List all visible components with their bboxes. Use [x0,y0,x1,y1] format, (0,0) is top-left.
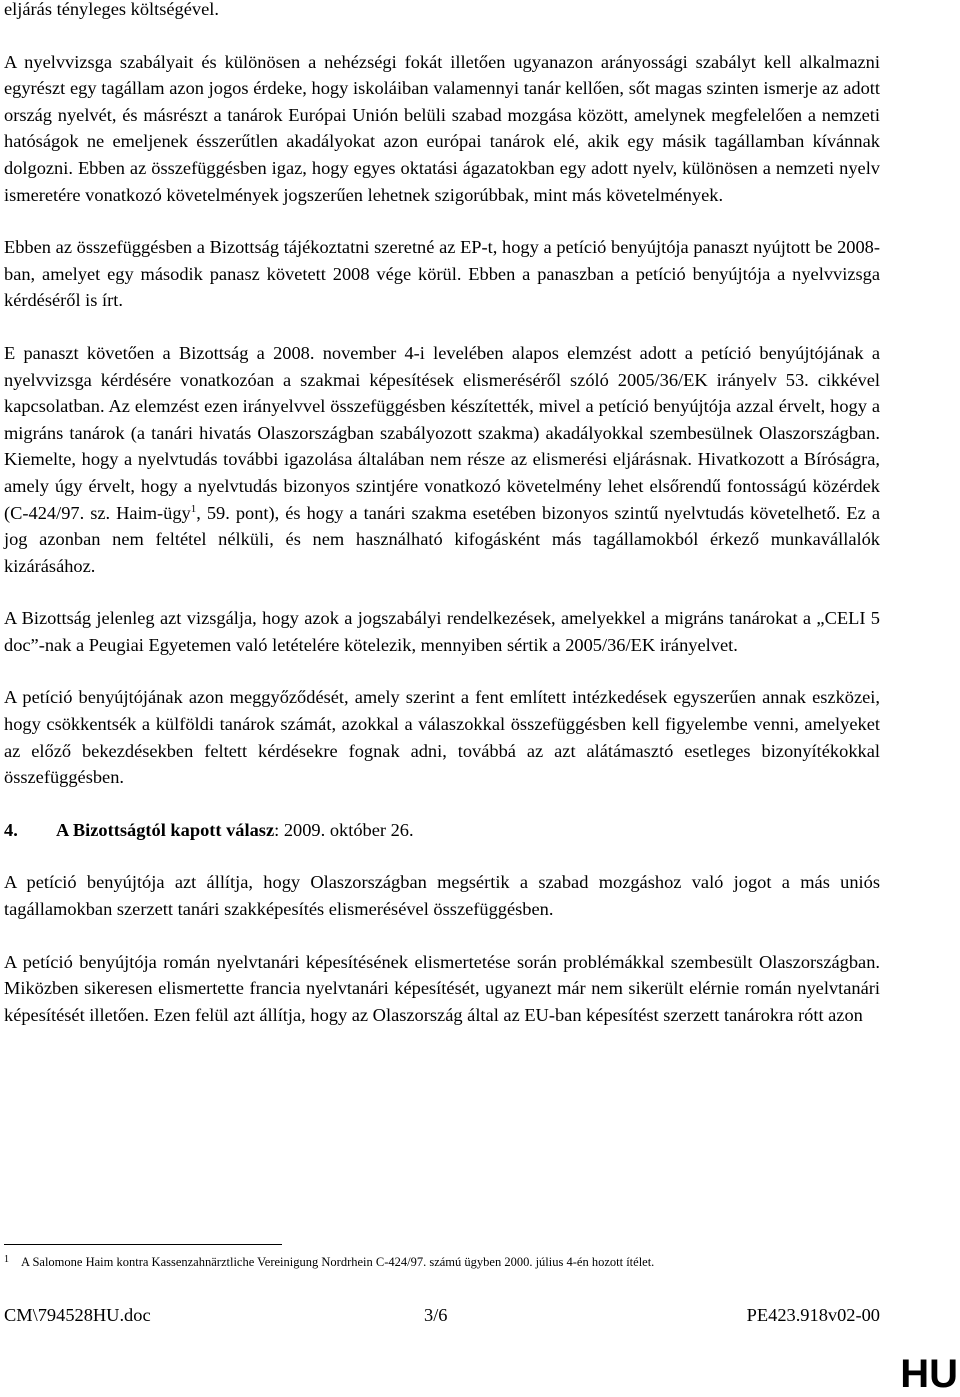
paragraph-analysis-part1: E panaszt követően a Bizottság a 2008. november 4-i levelében alapos elemzést adott a petíció benyújtójának a nyelvvizsga kérdésére vonatkozóan a szakmai képesítések elismeréséről szóló 2005/36/EK irányelv 53. cikkével kapcsolatban. Az elemzést ezen irányelvvel összefüggésben készítették, mivel a petíció benyújtója azzal érvelt, hogy a migráns tanárok (a tanári hivatás Olaszországban szabályozott szakma) akadályokkal szembesülnek Olaszországban. Kiemelte, hogy a nyelvtudás további igazolása általában nem része az elismerési eljárásnak. Hivatkozott a Bíróságra, amely úgy érvelt, hogy a nyelvtudás bizonyos szintjére vonatkozó követelmény lehet elsőrendű fontosságú közérdek (C-424/97. sz. Haim-ügy [4,342,880,523]
paragraph-petitioner-belief: A petíció benyújtójának azon meggyőződését, amely szerint a fent említett intézkedések egyszerűen annak eszközei, hogy csökkentsék a külföldi tanárok számát, azokkal a válaszokkal összefüggésben kell figyelembe venni, amelyeket az előző bekezdésekben feltett kérdésekre fognak adni, továbbá az azt alátámasztó esetleges bizonyítékokkal összefüggésben. [4,687,880,788]
paragraph-analysis-part2: , 59. pont), és hogy a tanári szakma esetében bizonyos szintű nyelvtudás követelhető. Ez a jog azonban nem feltétel nélküli, és nem használható kifogásként más tagállamokból érkező munkavállalók kizárásához. [4,502,880,576]
footnote-reference: 1 [190,502,197,515]
paragraph-investigation: A Bizottság jelenleg azt vizsgálja, hogy azok a jogszabályi rendelkezések, amelyekkel a migráns tanárokat a „CELI 5 doc”-nak a Peugiai Egyetemen való letételére kötelezik, mennyiben sértik a 2005/36/EK irányelvet. [4,608,880,655]
section-heading [4,817,880,844]
paragraph-commission-info: Ebben az összefüggésben a Bizottság tájékoztatni szeretné az EP-t, hogy a petíció benyújtója panaszt nyújtott be 2008-ban, amelyet egy második panasz követett 2008 vége körül. Ebben a panaszban a petíció benyújtója a nyelvvizsga kérdéséről is írt. [4,237,880,311]
section-title: A Bizottságtól kapott válasz [56,819,275,840]
footnote-marker: 1 [4,1254,9,1265]
footnote-separator [4,1244,282,1245]
footer-pe-ref: PE423.918v02-00 [746,1305,880,1325]
footer-doc-ref: CM\794528HU.doc [4,1305,151,1325]
paragraph-romanian-qualification: A petíció benyújtója román nyelvtanári képesítésének elismertetése során problémákkal szembesült Olaszországban. Miközben sikeresen elismertette francia nyelvtanári képesítését, ugyanezt már nem sikerült elérnie román nyelvtanári képesítését illetően. Ezen felül azt állítja, hogy az Olaszország által az EU-ban képesítést szerzett tanárokra rótt azon [4,951,880,1025]
paragraph-analysis [4,340,880,579]
language-tag: HU [900,1352,958,1396]
section-number: 4. [4,819,18,840]
footnote-text: A Salomone Haim kontra Kassenzahnärztliche Vereinigung Nordrhein C-424/97. számú ügyben 2000. július 4-én hozott ítélet. [21,1255,655,1269]
section-date: : 2009. október 26. [274,819,414,840]
document-page [4,0,880,1028]
footnote [4,1254,880,1270]
paragraph-language-exam: A nyelvvizsga szabályait és különösen a nehézségi fokát illetően ugyanazon arányossági szabályt kell alkalmazni egyrészt egy tagállam azon jogos érdeke, hogy iskoláiban valamennyi tanár kellően, sőt magas szinten ismerje az adott ország nyelvét, és másrészt a tanárok Európai Unión belüli szabad mozgása között, amelynek megfelelően a nemzeti hatóságok ne emeljenek ésszerűtlen akadályokat azon európai tanárok elé, akik egy másik tagállamban kívánnak dolgozni. Ebben az összefüggésben igaz, hogy egyes oktatási ágazatokban egy adott nyelv, különösen a nemzeti nyelv ismeretére vonatkozó követelmények jogszerűen lehetnek szigorúbbak, mint más követelmények. [4,51,880,205]
page-footer [4,1305,880,1331]
footer-page-number: 3/6 [424,1305,448,1325]
paragraph-continuation: eljárás tényleges költségével. [4,0,219,19]
paragraph-free-movement: A petíció benyújtója azt állítja, hogy Olaszországban megsértik a szabad mozgáshoz való jogot a más uniós tagállamokban szerzett tanári szakképesítés elismerésével összefüggésben. [4,872,880,920]
